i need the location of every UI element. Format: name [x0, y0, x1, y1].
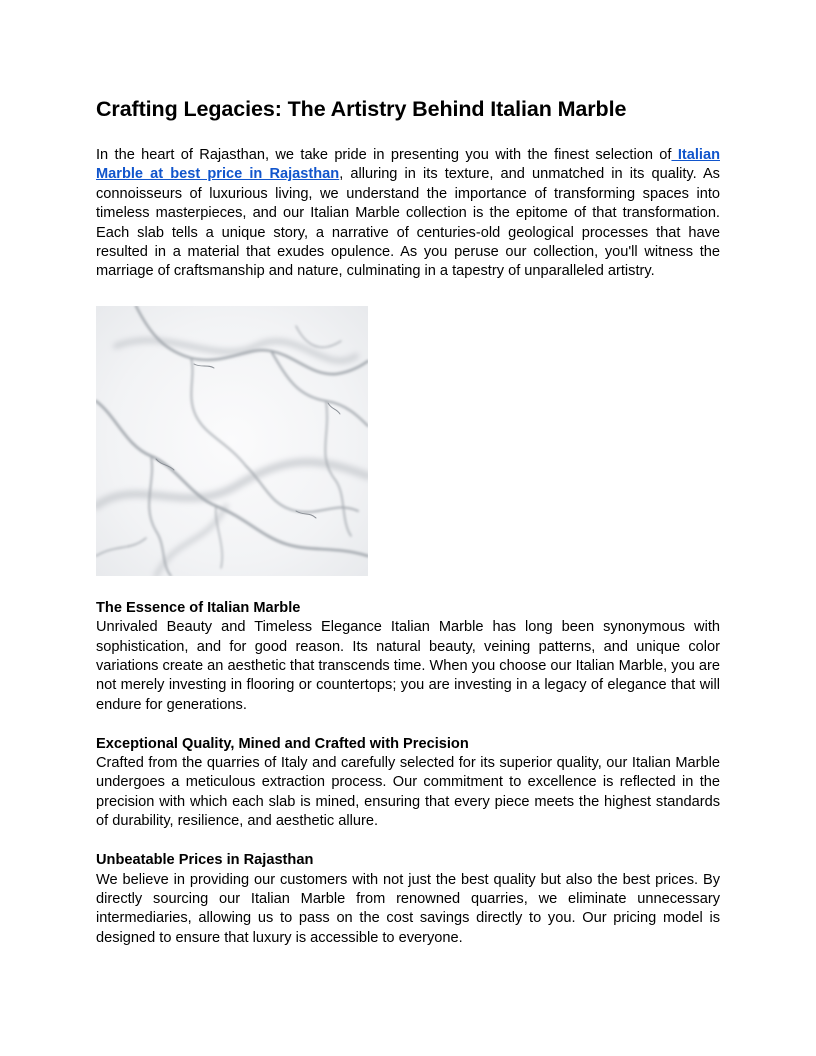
section-body: Crafted from the quarries of Italy and carefully selected for its superior quality, our Italian Marble undergoes a meticulous extraction process. Our commitment to excellence is reflected in the precision with which each slab is mined, ensuring that every piece meets the highest standards of durability, resilience, and aesthetic allure. [96, 755, 720, 830]
intro-paragraph [96, 146, 720, 282]
italian-marble-link[interactable]: Italian Marble at best price in Rajasthan [96, 147, 720, 183]
section-quality [96, 735, 720, 832]
page-title: Crafting Legacies: The Artistry Behind Italian Marble [96, 97, 627, 121]
section-body: We believe in providing our customers with not just the best quality but also the best prices. By directly sourcing our Italian Marble from renowned quarries, we eliminate unnecessary intermediaries, allowing us to pass on the cost savings directly to you. Our pricing model is designed to ensure that luxury is accessible to everyone. [96, 871, 720, 946]
section-essence [96, 599, 720, 715]
intro-text-after-link: , alluring in its texture, and unmatched in its quality. As connoisseurs of luxurious living, we understand the importance of transforming spaces into timeless masterpieces, and our Italian Marble collection is the epitome of that transformation. Each slab tells a unique story, a narrative of centuries-old geological processes that have resulted in a material that exudes opulence. As you peruse our collection, you'll witness the marriage of craftsmanship and nature, culminating in a tapestry of unparalleled artistry. [96, 166, 720, 280]
section-body: Unrivaled Beauty and Timeless Elegance Italian Marble has long been synonymous with sophistication, and for good reason. Its natural beauty, veining patterns, and unique color variations create an aesthetic that transcends time. When you choose our Italian Marble, you are not merely investing in flooring or countertops; you are investing in a legacy of elegance that will endure for generations. [96, 619, 720, 713]
marble-slab-image [96, 306, 368, 576]
section-heading: The Essence of Italian Marble [96, 599, 301, 616]
intro-text-before-link: In the heart of Rajasthan, we take pride in presenting you with the finest selection of [96, 147, 672, 163]
section-heading: Unbeatable Prices in Rajasthan [96, 852, 314, 869]
document-page [96, 94, 720, 948]
section-prices [96, 851, 720, 948]
section-heading: Exceptional Quality, Mined and Crafted with Precision [96, 735, 469, 752]
